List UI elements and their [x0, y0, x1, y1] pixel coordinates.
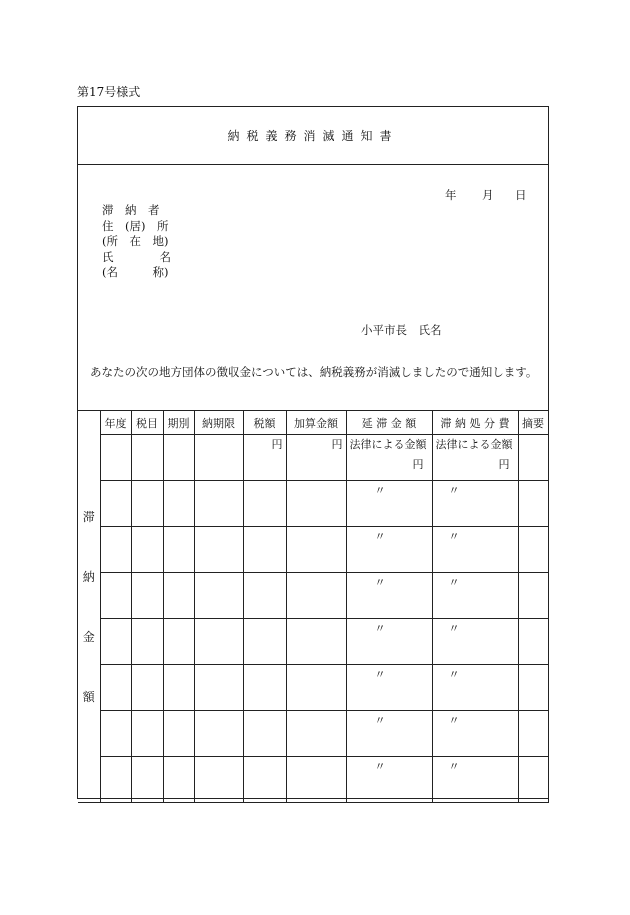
ditto-mark: 〃: [432, 757, 518, 803]
ditto-mark: 〃: [346, 481, 432, 527]
col-late-charge: 延 滞 金 額: [346, 411, 432, 435]
ditto-mark: 〃: [346, 527, 432, 573]
table-row: [78, 711, 548, 757]
side-label-char: 納: [82, 569, 95, 584]
yen-unit: 円: [412, 458, 424, 471]
ditto-mark: 〃: [432, 527, 518, 573]
header-row: [78, 411, 548, 435]
side-label-char: 滞: [82, 509, 95, 524]
ditto-mark: 〃: [432, 619, 518, 665]
ditto-mark: 〃: [432, 665, 518, 711]
date-line: [78, 187, 548, 203]
col-fiscal-year: 年度: [100, 411, 131, 435]
issuer: 小平市長 氏名: [361, 323, 442, 337]
ditto-mark: 〃: [346, 619, 432, 665]
table-row: [78, 435, 548, 481]
col-period: 期別: [163, 411, 194, 435]
side-label: [78, 411, 100, 803]
legal-amount-label: 法律による金額: [349, 438, 427, 451]
ditto-mark: 〃: [432, 711, 518, 757]
col-disposition-cost: 滞 納 処 分 費: [432, 411, 518, 435]
date-year: 年: [445, 188, 457, 202]
addressee-block: [102, 203, 171, 281]
date-month: 月: [482, 188, 494, 202]
entity-name-label: (名 称): [102, 265, 169, 279]
ditto-mark: 〃: [432, 573, 518, 619]
table-row: [78, 619, 548, 665]
form-number: 第17号様式: [77, 85, 141, 99]
table-row: [78, 573, 548, 619]
col-additional-amount: 加算金額: [286, 411, 346, 435]
location-label: (所 在 地): [102, 234, 169, 248]
title-box: [78, 107, 548, 165]
ditto-mark: 〃: [346, 665, 432, 711]
name-label: 氏 名: [102, 249, 171, 264]
address-label: 住 (居) 所: [102, 218, 169, 233]
ditto-mark: 〃: [346, 757, 432, 803]
delinquent-label: 滞 納 者: [102, 203, 160, 217]
table-row: [78, 481, 548, 527]
legal-amount-cell: [432, 435, 518, 481]
side-label-char: 金: [82, 629, 95, 644]
col-due-date: 納期限: [194, 411, 243, 435]
legal-amount-label: 法律による金額: [435, 438, 513, 451]
notice-form: [77, 106, 549, 799]
col-tax-item: 税目: [131, 411, 163, 435]
date-day: 日: [515, 188, 527, 202]
table-row: [78, 757, 548, 803]
table-row: [78, 527, 548, 573]
col-tax-amount: 税額: [243, 411, 286, 435]
notice-text: あなたの次の地方団体の徴収金については、納税義務が消滅しましたので通知します。: [90, 365, 538, 379]
legal-amount-cell: [346, 435, 432, 481]
ditto-mark: 〃: [346, 711, 432, 757]
side-label-char: 額: [82, 689, 95, 704]
col-remarks: 摘要: [518, 411, 548, 435]
yen-unit: 円: [243, 435, 286, 481]
ditto-mark: 〃: [346, 573, 432, 619]
yen-unit: 円: [498, 458, 510, 471]
yen-unit: 円: [286, 435, 346, 481]
table-row: [78, 665, 548, 711]
form-title: 納税義務消滅通知書: [227, 129, 399, 143]
ditto-mark: 〃: [432, 481, 518, 527]
delinquent-amount-table: [78, 410, 549, 803]
